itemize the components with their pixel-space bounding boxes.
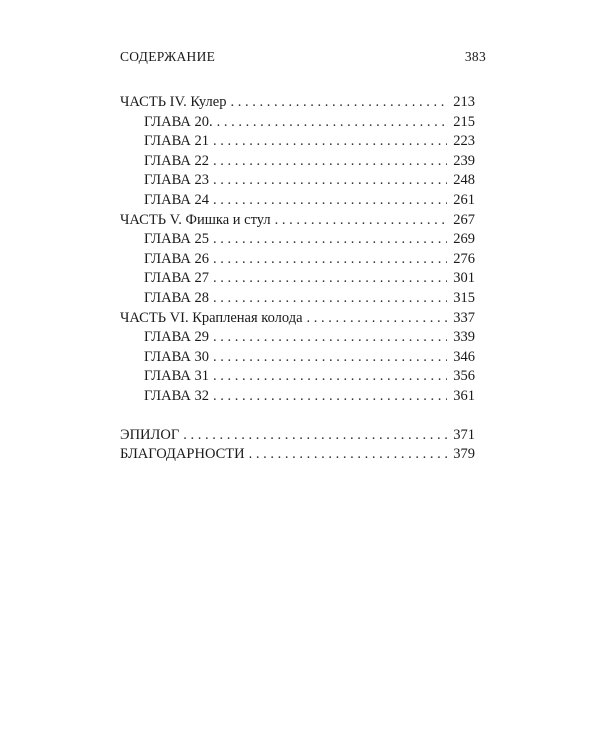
toc-entry-label: ЭПИЛОГ [120,426,180,443]
toc-entry-page: 276 [453,250,475,267]
toc-entry-part [120,211,475,231]
toc-entry-page: 269 [453,231,475,248]
toc-entry-label: ЧАСТЬ V. Фишка и стул [120,211,271,228]
toc-entry-label: ГЛАВА 23 [144,172,209,189]
toc-entry-chapter [120,113,475,133]
toc-entry-chapter [120,152,475,172]
toc-entry-epilogue [120,426,475,446]
toc-entry-chapter [120,328,475,348]
toc-entry-page: 267 [453,211,475,228]
toc-entry-label: БЛАГОДАРНОСТИ [120,446,245,463]
toc-entry-label: ГЛАВА 26 [144,250,209,267]
toc-entry-page: 337 [453,309,475,326]
toc-entry-page: 248 [453,172,475,189]
toc-entry-page: 339 [453,329,475,346]
toc-entry-chapter [120,191,475,211]
dot-leader [213,132,447,152]
dot-leader [213,289,447,309]
toc-entry-label: ГЛАВА 22 [144,152,209,169]
page-number: 383 [464,49,486,64]
toc-entry-acknowledgements [120,445,475,465]
toc-entry-page: 223 [453,133,475,150]
dot-leader [217,113,447,133]
toc-entry-page: 361 [453,387,475,404]
toc-entry-page: 356 [453,368,475,385]
toc-entry-page: 261 [453,191,475,208]
toc-entry-chapter [120,269,475,289]
dot-leader [213,387,447,407]
dot-leader [213,269,447,289]
running-head-title: СОДЕРЖАНИЕ [120,49,216,64]
toc-entry-page: 215 [453,113,475,130]
toc-entry-chapter [120,230,475,250]
running-head [120,49,486,69]
toc-entry-chapter [120,348,475,368]
toc-entry-chapter [120,171,475,191]
toc-entry-chapter [120,250,475,270]
toc-entry-page: 379 [453,446,475,463]
dot-leader [213,328,447,348]
toc-entry-label: ГЛАВА 25 [144,231,209,248]
toc-entry-chapter [120,367,475,387]
dot-leader [213,152,447,172]
toc-entry-label: ЧАСТЬ IV. Кулер [120,94,227,110]
dot-leader [213,191,447,211]
toc-entry-label: ГЛАВА 21 [144,133,209,150]
dot-leader [307,309,447,329]
toc-entry-chapter [120,132,475,152]
dot-leader [183,426,447,446]
toc-entry-label: ГЛАВА 29 [144,329,209,346]
dot-leader [213,171,447,191]
toc-entry-label: ГЛАВА 31 [144,368,209,385]
toc-entry-page: 301 [453,270,475,287]
toc-entry-label: ГЛАВА 20. [144,113,213,130]
dot-leader [213,230,447,250]
toc-entry-label: ГЛАВА 24 [144,191,209,208]
toc-entry-part [120,93,475,113]
dot-leader [213,348,447,368]
dot-leader [249,445,447,465]
dot-leader [230,93,447,113]
dot-leader [213,250,447,270]
toc-entry-label: ГЛАВА 30 [144,348,209,365]
toc-entry-page: 346 [453,348,475,365]
toc-entry-page: 239 [453,152,475,169]
toc-entry-part [120,309,475,329]
toc-entry-label: ГЛАВА 28 [144,289,209,306]
toc-entry-chapter [120,387,475,407]
dot-leader [213,367,447,387]
toc-entry-label: ЧАСТЬ VI. Крапленая колода [120,309,303,326]
table-of-contents [120,93,475,465]
toc-entry-chapter [120,289,475,309]
toc-entry-page: 371 [453,426,475,443]
toc-entry-page: 213 [453,94,475,110]
toc-entry-label: ГЛАВА 27 [144,270,209,287]
toc-entry-label: ГЛАВА 32 [144,387,209,404]
toc-entry-page: 315 [453,289,475,306]
section-gap [120,407,475,426]
dot-leader [275,211,447,231]
